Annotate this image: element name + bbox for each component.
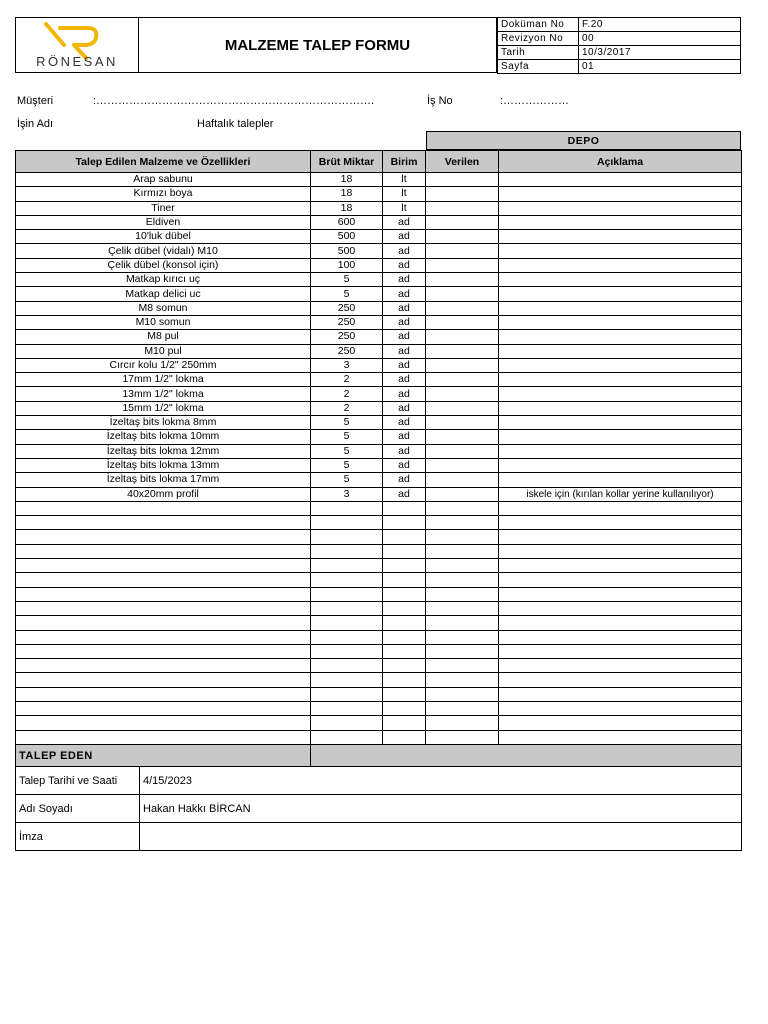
requester-row [16,795,742,823]
table-row [16,373,742,387]
cell-unit: ad [383,244,426,258]
cell-given [426,315,499,329]
cell-material [16,630,311,644]
table-row [16,501,742,515]
table-row [16,473,742,487]
cell-material [16,587,311,601]
cell-quantity: 5 [311,287,383,301]
requester-label: İmza [16,823,140,851]
cell-unit [383,644,426,658]
table-row [16,344,742,358]
cell-given [426,301,499,315]
cell-material: M10 somun [16,315,311,329]
table-row [16,687,742,701]
cell-unit: ad [383,373,426,387]
cell-material [16,687,311,701]
table-row [16,487,742,501]
cell-material: 15mm 1/2" lokma [16,401,311,415]
meta-key: Tarih [498,46,579,60]
cell-given [426,244,499,258]
cell-given [426,473,499,487]
cell-quantity: 250 [311,330,383,344]
cell-unit: ad [383,215,426,229]
cell-material [16,530,311,544]
cell-unit: ad [383,258,426,272]
cell-unit [383,501,426,515]
cell-given [426,516,499,530]
brand-name: RÖNESAN [36,54,118,69]
cell-given [426,430,499,444]
cell-unit: ad [383,344,426,358]
table-row [16,730,742,744]
table-row [16,244,742,258]
table-row [16,258,742,272]
requester-label: Talep Tarihi ve Saati [16,767,140,795]
cell-quantity: 5 [311,273,383,287]
cell-given [426,544,499,558]
cell-description [499,301,742,315]
cell-given [426,701,499,715]
cell-description: iskele için (kırılan kollar yerine kullanılıyor) [499,487,742,501]
cell-description [499,644,742,658]
table-row [16,215,742,229]
requester-value: 4/15/2023 [140,767,742,795]
cell-unit [383,601,426,615]
cell-material: Kırmızı boya [16,187,311,201]
cell-material [16,730,311,744]
requester-table [15,744,742,851]
cell-description [499,244,742,258]
cell-description [499,716,742,730]
meta-key: Doküman No [498,18,579,32]
cell-unit: ad [383,458,426,472]
table-row [16,458,742,472]
cell-quantity: 5 [311,430,383,444]
cell-quantity: 250 [311,344,383,358]
cell-quantity [311,644,383,658]
table-row [16,201,742,215]
table-row [16,587,742,601]
table-row [16,301,742,315]
col-header-given: Verilen [426,151,499,173]
cell-quantity: 500 [311,244,383,258]
talep-eden-header-fill [311,745,742,767]
cell-material: Çelik dübel (vidalı) M10 [16,244,311,258]
cell-material: 40x20mm profil [16,487,311,501]
cell-material [16,516,311,530]
table-row [16,273,742,287]
cell-quantity: 18 [311,187,383,201]
cell-given [426,215,499,229]
cell-unit: ad [383,358,426,372]
cell-unit: ad [383,473,426,487]
cell-material: Eldiven [16,215,311,229]
cell-description [499,573,742,587]
cell-quantity [311,573,383,587]
cell-quantity: 5 [311,473,383,487]
cell-given [426,487,499,501]
table-row [16,387,742,401]
meta-key: Revizyon No [498,32,579,46]
requester-label: Adı Soyadı [16,795,140,823]
cell-given [426,344,499,358]
meta-value: 10/3/2017 [579,46,741,60]
cell-material: Matkap delici uc [16,287,311,301]
cell-description [499,215,742,229]
table-row [16,330,742,344]
cell-given [426,287,499,301]
requester-value [140,823,742,851]
cell-quantity [311,701,383,715]
cell-unit: lt [383,201,426,215]
cell-quantity [311,544,383,558]
cell-material [16,673,311,687]
cell-description [499,601,742,615]
table-row [16,544,742,558]
table-row [16,673,742,687]
table-row [16,187,742,201]
table-row [16,444,742,458]
cell-material: İzeltaş bits lokma 12mm [16,444,311,458]
table-row [16,530,742,544]
cell-material: Cırcır kolu 1/2" 250mm [16,358,311,372]
cell-unit: ad [383,287,426,301]
cell-material [16,701,311,715]
table-row [16,230,742,244]
cell-description [499,315,742,329]
cell-unit: ad [383,387,426,401]
requester-value: Hakan Hakkı BİRCAN [140,795,742,823]
cell-quantity [311,516,383,530]
cell-given [426,358,499,372]
isin-adi-label: İşin Adı [17,118,54,130]
cell-unit [383,730,426,744]
cell-unit: lt [383,173,426,187]
meta-value: 01 [579,60,741,74]
is-no-value: :……………… [500,95,570,107]
col-header-material: Talep Edilen Malzeme ve Özellikleri [16,151,311,173]
company-logo [15,17,139,73]
cell-given [426,187,499,201]
table-row [16,559,742,573]
cell-description [499,187,742,201]
cell-unit [383,616,426,630]
cell-given [426,173,499,187]
cell-unit: ad [383,273,426,287]
cell-unit [383,530,426,544]
cell-material [16,644,311,658]
cell-unit [383,716,426,730]
meta-row [498,60,741,74]
cell-given [426,230,499,244]
cell-description [499,458,742,472]
cell-description [499,730,742,744]
cell-unit [383,659,426,673]
cell-material: İzeltaş bits lokma 8mm [16,416,311,430]
cell-given [426,730,499,744]
cell-material: 17mm 1/2" lokma [16,373,311,387]
cell-given [426,201,499,215]
form-title: MALZEME TALEP FORMU [139,17,497,73]
meta-key: Sayfa [498,60,579,74]
cell-material: 10'luk dübel [16,230,311,244]
table-row [16,630,742,644]
cell-unit: ad [383,315,426,329]
cell-unit [383,630,426,644]
cell-given [426,616,499,630]
cell-unit: ad [383,444,426,458]
musteri-value: :…………………………………………………………………. [93,95,375,107]
cell-material: İzeltaş bits lokma 10mm [16,430,311,444]
table-row [16,616,742,630]
cell-quantity [311,716,383,730]
cell-quantity: 2 [311,373,383,387]
cell-description [499,387,742,401]
cell-material: İzeltaş bits lokma 13mm [16,458,311,472]
cell-given [426,630,499,644]
requester-row [16,823,742,851]
meta-row [498,18,741,32]
cell-material [16,559,311,573]
cell-material [16,501,311,515]
cell-quantity: 18 [311,173,383,187]
cell-description [499,373,742,387]
cell-quantity: 600 [311,215,383,229]
isin-adi-value: Haftalık talepler [197,118,274,130]
table-row [16,173,742,187]
cell-material [16,716,311,730]
cell-quantity: 2 [311,401,383,415]
cell-given [426,530,499,544]
cell-unit: ad [383,230,426,244]
cell-material: Matkap kırıcı uç [16,273,311,287]
cell-unit: ad [383,430,426,444]
table-row [16,644,742,658]
cell-given [426,373,499,387]
cell-quantity: 3 [311,358,383,372]
cell-unit: ad [383,416,426,430]
cell-description [499,587,742,601]
cell-description [499,673,742,687]
table-row [16,601,742,615]
cell-quantity [311,559,383,573]
cell-given [426,716,499,730]
table-row [16,573,742,587]
cell-given [426,401,499,415]
table-row [16,401,742,415]
cell-description [499,287,742,301]
cell-given [426,258,499,272]
depo-header: DEPO [426,131,741,150]
cell-given [426,559,499,573]
cell-description [499,273,742,287]
cell-given [426,587,499,601]
cell-quantity: 250 [311,301,383,315]
cell-description [499,559,742,573]
cell-unit: ad [383,401,426,415]
cell-description [499,416,742,430]
cell-description [499,530,742,544]
cell-material: Arap sabunu [16,173,311,187]
cell-given [426,501,499,515]
table-row [16,430,742,444]
cell-unit [383,687,426,701]
cell-material [16,573,311,587]
cell-description [499,544,742,558]
table-row [16,701,742,715]
cell-material [16,616,311,630]
cell-material [16,601,311,615]
cell-given [426,659,499,673]
cell-material: M10 pul [16,344,311,358]
table-row [16,287,742,301]
cell-given [426,644,499,658]
cell-description [499,687,742,701]
cell-description [499,201,742,215]
cell-material [16,659,311,673]
cell-material: İzeltaş bits lokma 17mm [16,473,311,487]
cell-given [426,601,499,615]
meta-row [498,32,741,46]
cell-given [426,673,499,687]
cell-unit [383,516,426,530]
cell-quantity [311,687,383,701]
cell-quantity: 250 [311,315,383,329]
document-meta-table [497,17,741,74]
requester-row [16,767,742,795]
cell-given [426,387,499,401]
cell-material [16,544,311,558]
cell-given [426,330,499,344]
table-row [16,416,742,430]
cell-unit [383,544,426,558]
cell-unit [383,573,426,587]
table-row [16,358,742,372]
col-header-unit: Birim [383,151,426,173]
table-row [16,516,742,530]
material-request-table [15,150,742,745]
cell-material: 13mm 1/2" lokma [16,387,311,401]
cell-quantity [311,501,383,515]
meta-value: F.20 [579,18,741,32]
table-header-row [16,151,742,173]
cell-description [499,430,742,444]
cell-quantity [311,730,383,744]
cell-quantity: 5 [311,458,383,472]
cell-unit [383,701,426,715]
cell-quantity [311,630,383,644]
cell-material: M8 somun [16,301,311,315]
cell-quantity: 2 [311,387,383,401]
col-header-description: Açıklama [499,151,742,173]
cell-quantity [311,601,383,615]
cell-description [499,330,742,344]
cell-description [499,258,742,272]
cell-unit: ad [383,487,426,501]
cell-description [499,473,742,487]
cell-quantity [311,587,383,601]
musteri-label: Müşteri [17,95,54,107]
cell-description [499,630,742,644]
cell-description [499,701,742,715]
is-no-label: İş No [427,95,453,107]
cell-given [426,273,499,287]
cell-unit [383,673,426,687]
table-row [16,315,742,329]
cell-material: Tiner [16,201,311,215]
cell-description [499,358,742,372]
cell-quantity [311,673,383,687]
cell-given [426,458,499,472]
cell-description [499,501,742,515]
cell-quantity [311,530,383,544]
cell-unit [383,587,426,601]
cell-description [499,401,742,415]
cell-quantity: 18 [311,201,383,215]
cell-description [499,230,742,244]
meta-value: 00 [579,32,741,46]
cell-unit: ad [383,301,426,315]
cell-quantity: 5 [311,444,383,458]
cell-description [499,516,742,530]
cell-quantity: 5 [311,416,383,430]
cell-description [499,344,742,358]
cell-material: Çelik dübel (konsol için) [16,258,311,272]
cell-description [499,616,742,630]
cell-given [426,687,499,701]
cell-unit [383,559,426,573]
cell-description [499,659,742,673]
cell-unit: lt [383,187,426,201]
cell-given [426,416,499,430]
cell-description [499,444,742,458]
meta-row [498,46,741,60]
cell-quantity [311,659,383,673]
cell-quantity: 500 [311,230,383,244]
talep-eden-header: TALEP EDEN [16,745,311,767]
table-row [16,716,742,730]
cell-unit: ad [383,330,426,344]
cell-description [499,173,742,187]
cell-given [426,444,499,458]
cell-given [426,573,499,587]
col-header-quantity: Brüt Miktar [311,151,383,173]
cell-quantity [311,616,383,630]
cell-material: M8 pul [16,330,311,344]
cell-quantity: 100 [311,258,383,272]
cell-quantity: 3 [311,487,383,501]
table-row [16,659,742,673]
